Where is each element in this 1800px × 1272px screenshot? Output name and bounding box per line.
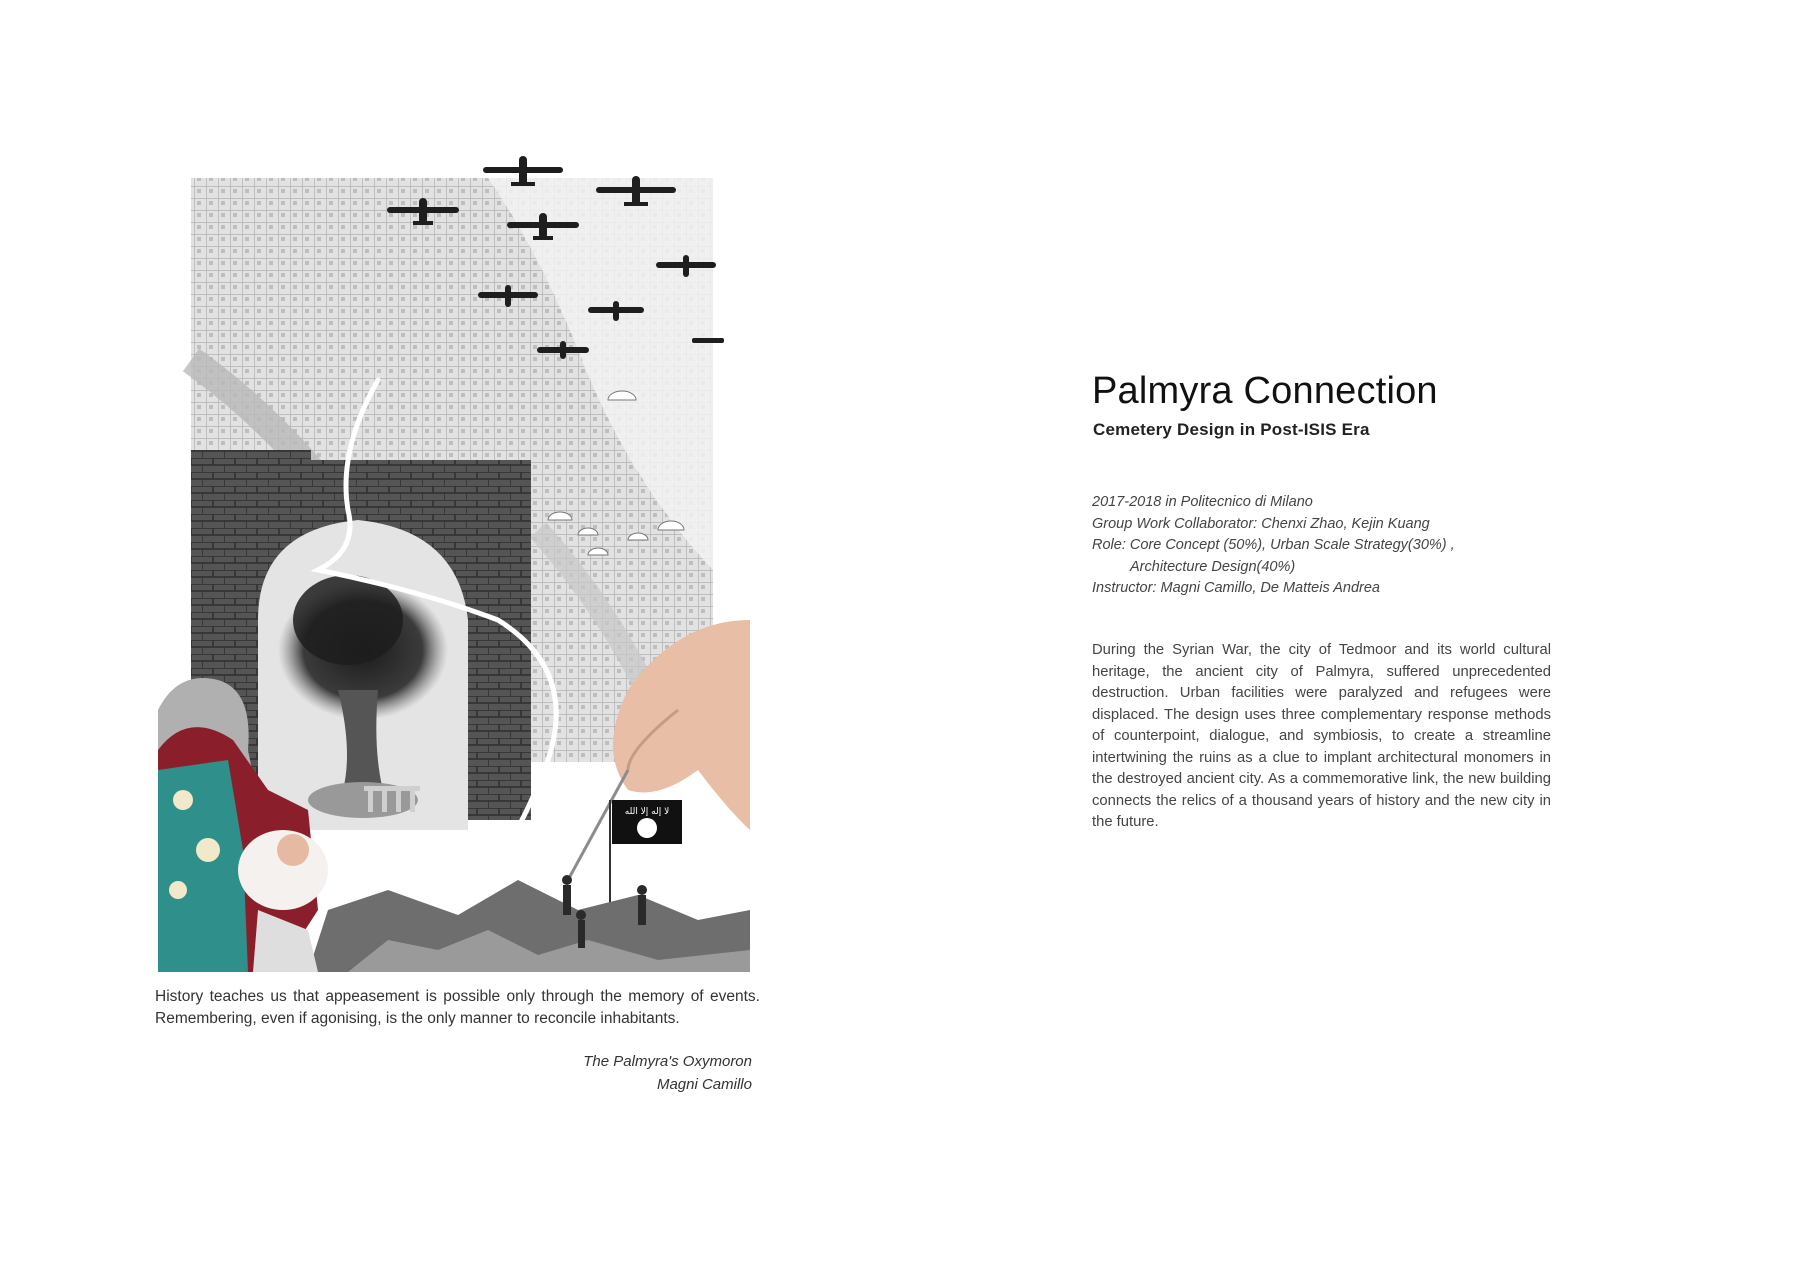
quote-source [460,1050,752,1096]
meta-instructor: Instructor: Magni Camillo, De Matteis Andrea [1092,580,1380,596]
quote-source-title: The Palmyra's Oxymoron [583,1053,752,1070]
collage-image [158,150,750,972]
meta-role-continued: Architecture Design(40%) [1130,558,1296,575]
quote-text: History teaches us that appeasement is possible only through the memory of events. Remembering, even if agonising, is the only manner to reconcile inhabitants. [155,988,760,1027]
project-title: Palmyra Connection [1092,370,1438,412]
project-description: During the Syrian War, the city of Tedmoor and its world cultural heritage, the ancient city of Palmyra, suffered unprecedented destruction. Urban facilities were paralyzed and refugees were displaced. The design uses three complementary response methods of counterpoint, dialogue, and symbiosis, to create a streamline intertwining the ruins as a clue to implant architectural monomers in the destroyed ancient city. As a commemorative link, the new building connects the relics of a thousand years of history and the new city in the future. [1092,642,1551,830]
meta-collaborators: Group Work Collaborator: Chenxi Zhao, Kejin Kuang [1092,515,1430,532]
meta-year-school: 2017-2018 in Politecnico di Milano [1092,494,1313,510]
quote-source-author: Magni Camillo [656,1076,752,1093]
project-subtitle: Cemetery Design in Post-ISIS Era [1093,420,1370,439]
meta-role: Role: Core Concept (50%), Urban Scale Strategy(30%) , [1092,537,1455,553]
flag-text: لا إله إلا الله [624,807,670,817]
project-meta [1092,492,1572,600]
war-collage-icon [158,150,750,972]
